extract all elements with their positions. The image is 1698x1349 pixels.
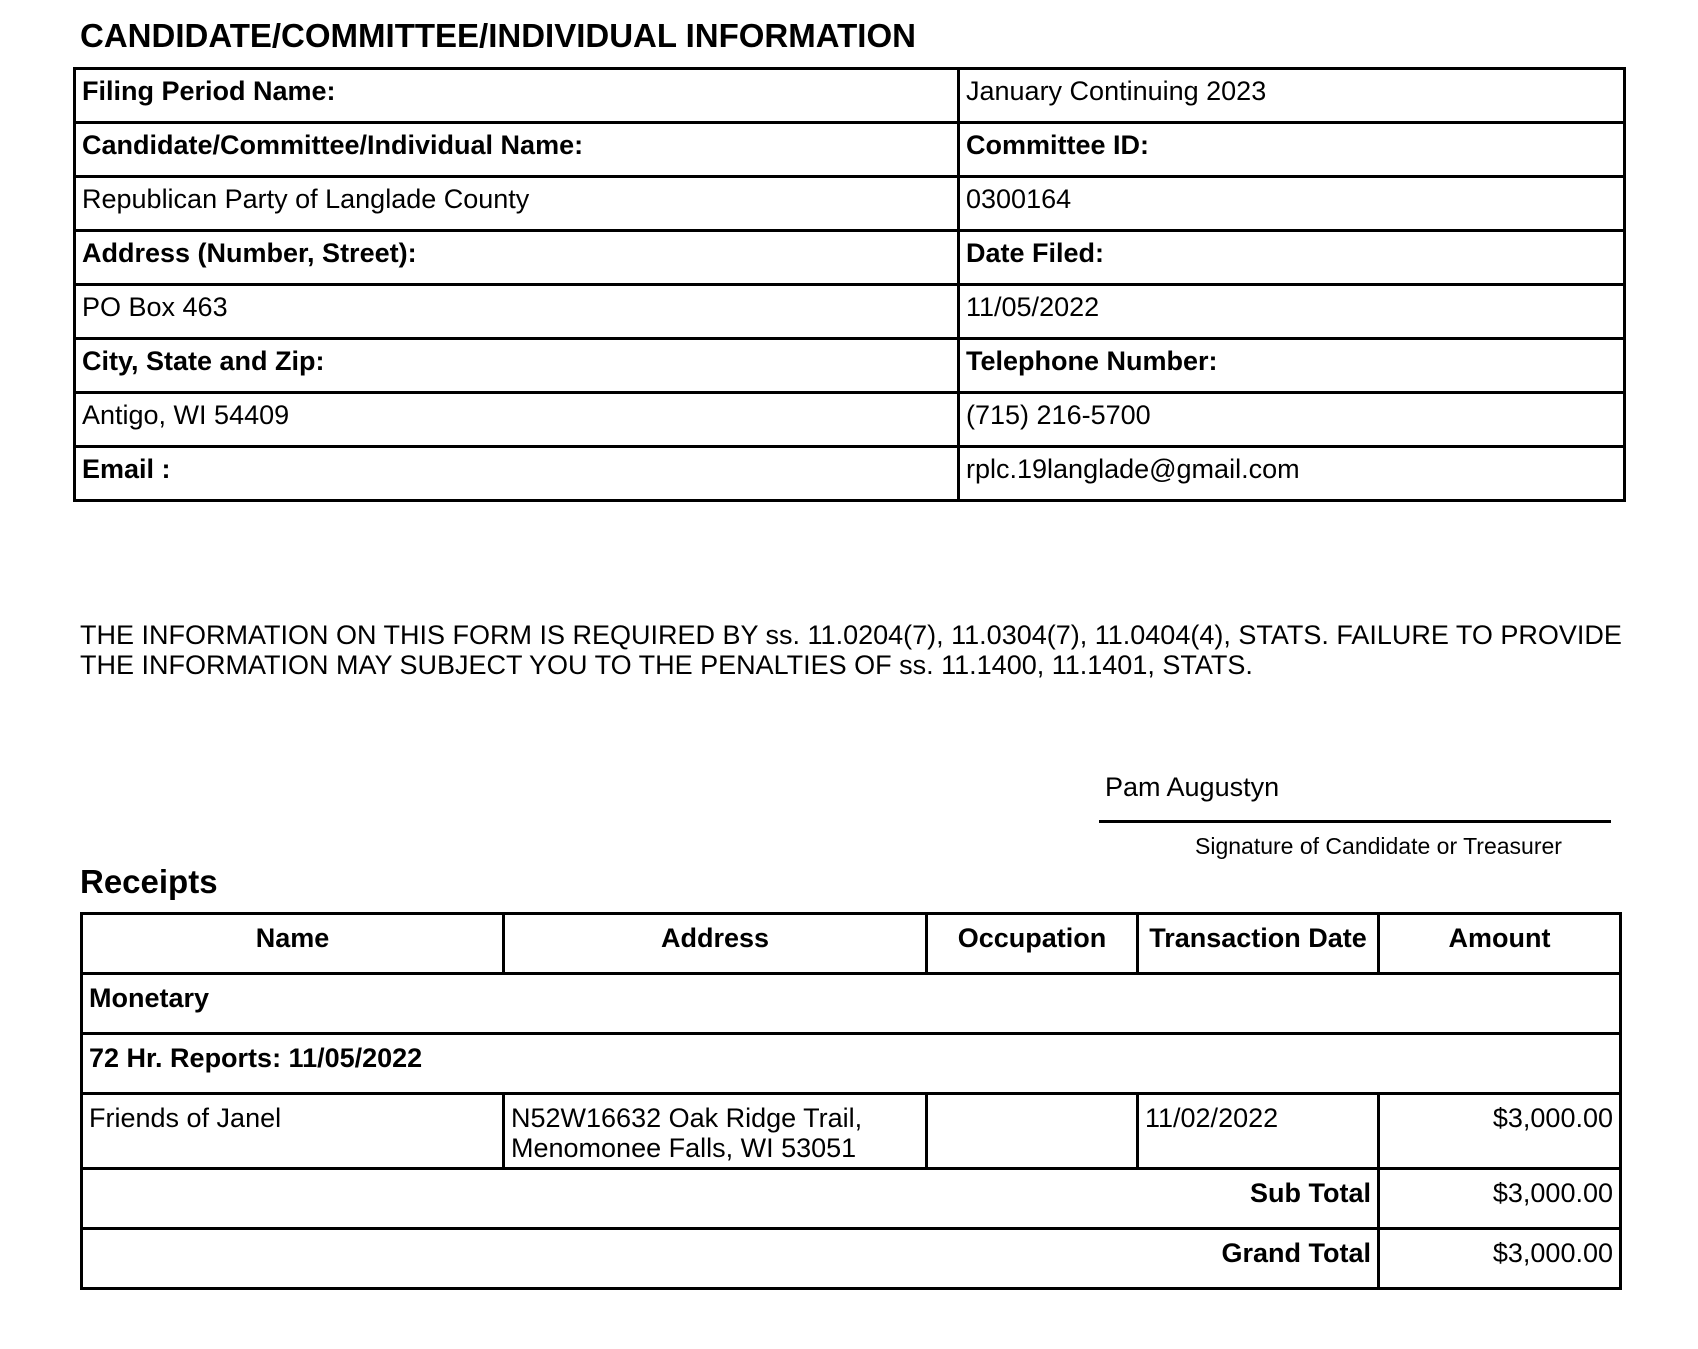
info-row (75, 447, 1625, 501)
info-row (75, 177, 1625, 231)
subtotal-value: $3,000.00 (1379, 1169, 1621, 1229)
address-value: PO Box 463 (75, 285, 959, 339)
legal-notice-line: THE INFORMATION MAY SUBJECT YOU TO THE PENALTIES OF ss. 11.1400, 11.1401, STATS. (80, 650, 1253, 680)
candidate-info-table (73, 67, 1626, 502)
grandtotal-label: Grand Total (82, 1229, 1379, 1289)
name-value: Republican Party of Langlade County (75, 177, 959, 231)
receipts-title: Receipts (80, 863, 218, 900)
category-label: Monetary (82, 974, 1621, 1034)
info-section-title: CANDIDATE/COMMITTEE/INDIVIDUAL INFORMATION (80, 17, 916, 54)
receipt-address-line: Menomonee Falls, WI 53051 (511, 1133, 857, 1163)
telephone-value: (715) 216-5700 (959, 393, 1625, 447)
receipt-amount: $3,000.00 (1379, 1094, 1621, 1169)
column-header-transaction-date: Transaction Date (1138, 914, 1379, 974)
name-label: Candidate/Committee/Individual Name: (75, 123, 959, 177)
city-value: Antigo, WI 54409 (75, 393, 959, 447)
category-row (82, 974, 1621, 1034)
grandtotal-row (82, 1229, 1621, 1289)
column-header-address: Address (504, 914, 927, 974)
receipt-occupation (927, 1094, 1138, 1169)
column-header-amount: Amount (1379, 914, 1621, 974)
city-label: City, State and Zip: (75, 339, 959, 393)
column-header-occupation: Occupation (927, 914, 1138, 974)
info-row (75, 231, 1625, 285)
subtotal-row (82, 1169, 1621, 1229)
receipt-date: 11/02/2022 (1138, 1094, 1379, 1169)
signature-caption: Signature of Candidate or Treasurer (1195, 833, 1562, 859)
signature-line (1099, 820, 1611, 823)
info-row (75, 69, 1625, 123)
email-value: rplc.19langlade@gmail.com (959, 447, 1625, 501)
legal-notice-line: THE INFORMATION ON THIS FORM IS REQUIRED BY ss. 11.0204(7), 11.0304(7), 11.0404(4), STATS. FAILURE TO PROVIDE (80, 620, 1622, 650)
filing-period-value: January Continuing 2023 (959, 69, 1625, 123)
committee-id-value: 0300164 (959, 177, 1625, 231)
receipt-address (504, 1094, 927, 1169)
subtotal-label: Sub Total (82, 1169, 1379, 1229)
receipts-header-row (82, 914, 1621, 974)
report-label: 72 Hr. Reports: 11/05/2022 (82, 1034, 1621, 1094)
address-label: Address (Number, Street): (75, 231, 959, 285)
email-label: Email : (75, 447, 959, 501)
column-header-name: Name (82, 914, 504, 974)
date-filed-label: Date Filed: (959, 231, 1625, 285)
info-row (75, 339, 1625, 393)
table-row (82, 1094, 1621, 1169)
info-row (75, 393, 1625, 447)
signature-name: Pam Augustyn (1105, 772, 1280, 802)
receipt-address-line: N52W16632 Oak Ridge Trail, (511, 1103, 863, 1133)
legal-notice (80, 620, 1680, 680)
info-row (75, 123, 1625, 177)
grandtotal-value: $3,000.00 (1379, 1229, 1621, 1289)
telephone-label: Telephone Number: (959, 339, 1625, 393)
receipt-name: Friends of Janel (82, 1094, 504, 1169)
info-row (75, 285, 1625, 339)
report-row (82, 1034, 1621, 1094)
receipts-table (80, 912, 1622, 1290)
filing-period-label: Filing Period Name: (75, 69, 959, 123)
committee-id-label: Committee ID: (959, 123, 1625, 177)
date-filed-value: 11/05/2022 (959, 285, 1625, 339)
